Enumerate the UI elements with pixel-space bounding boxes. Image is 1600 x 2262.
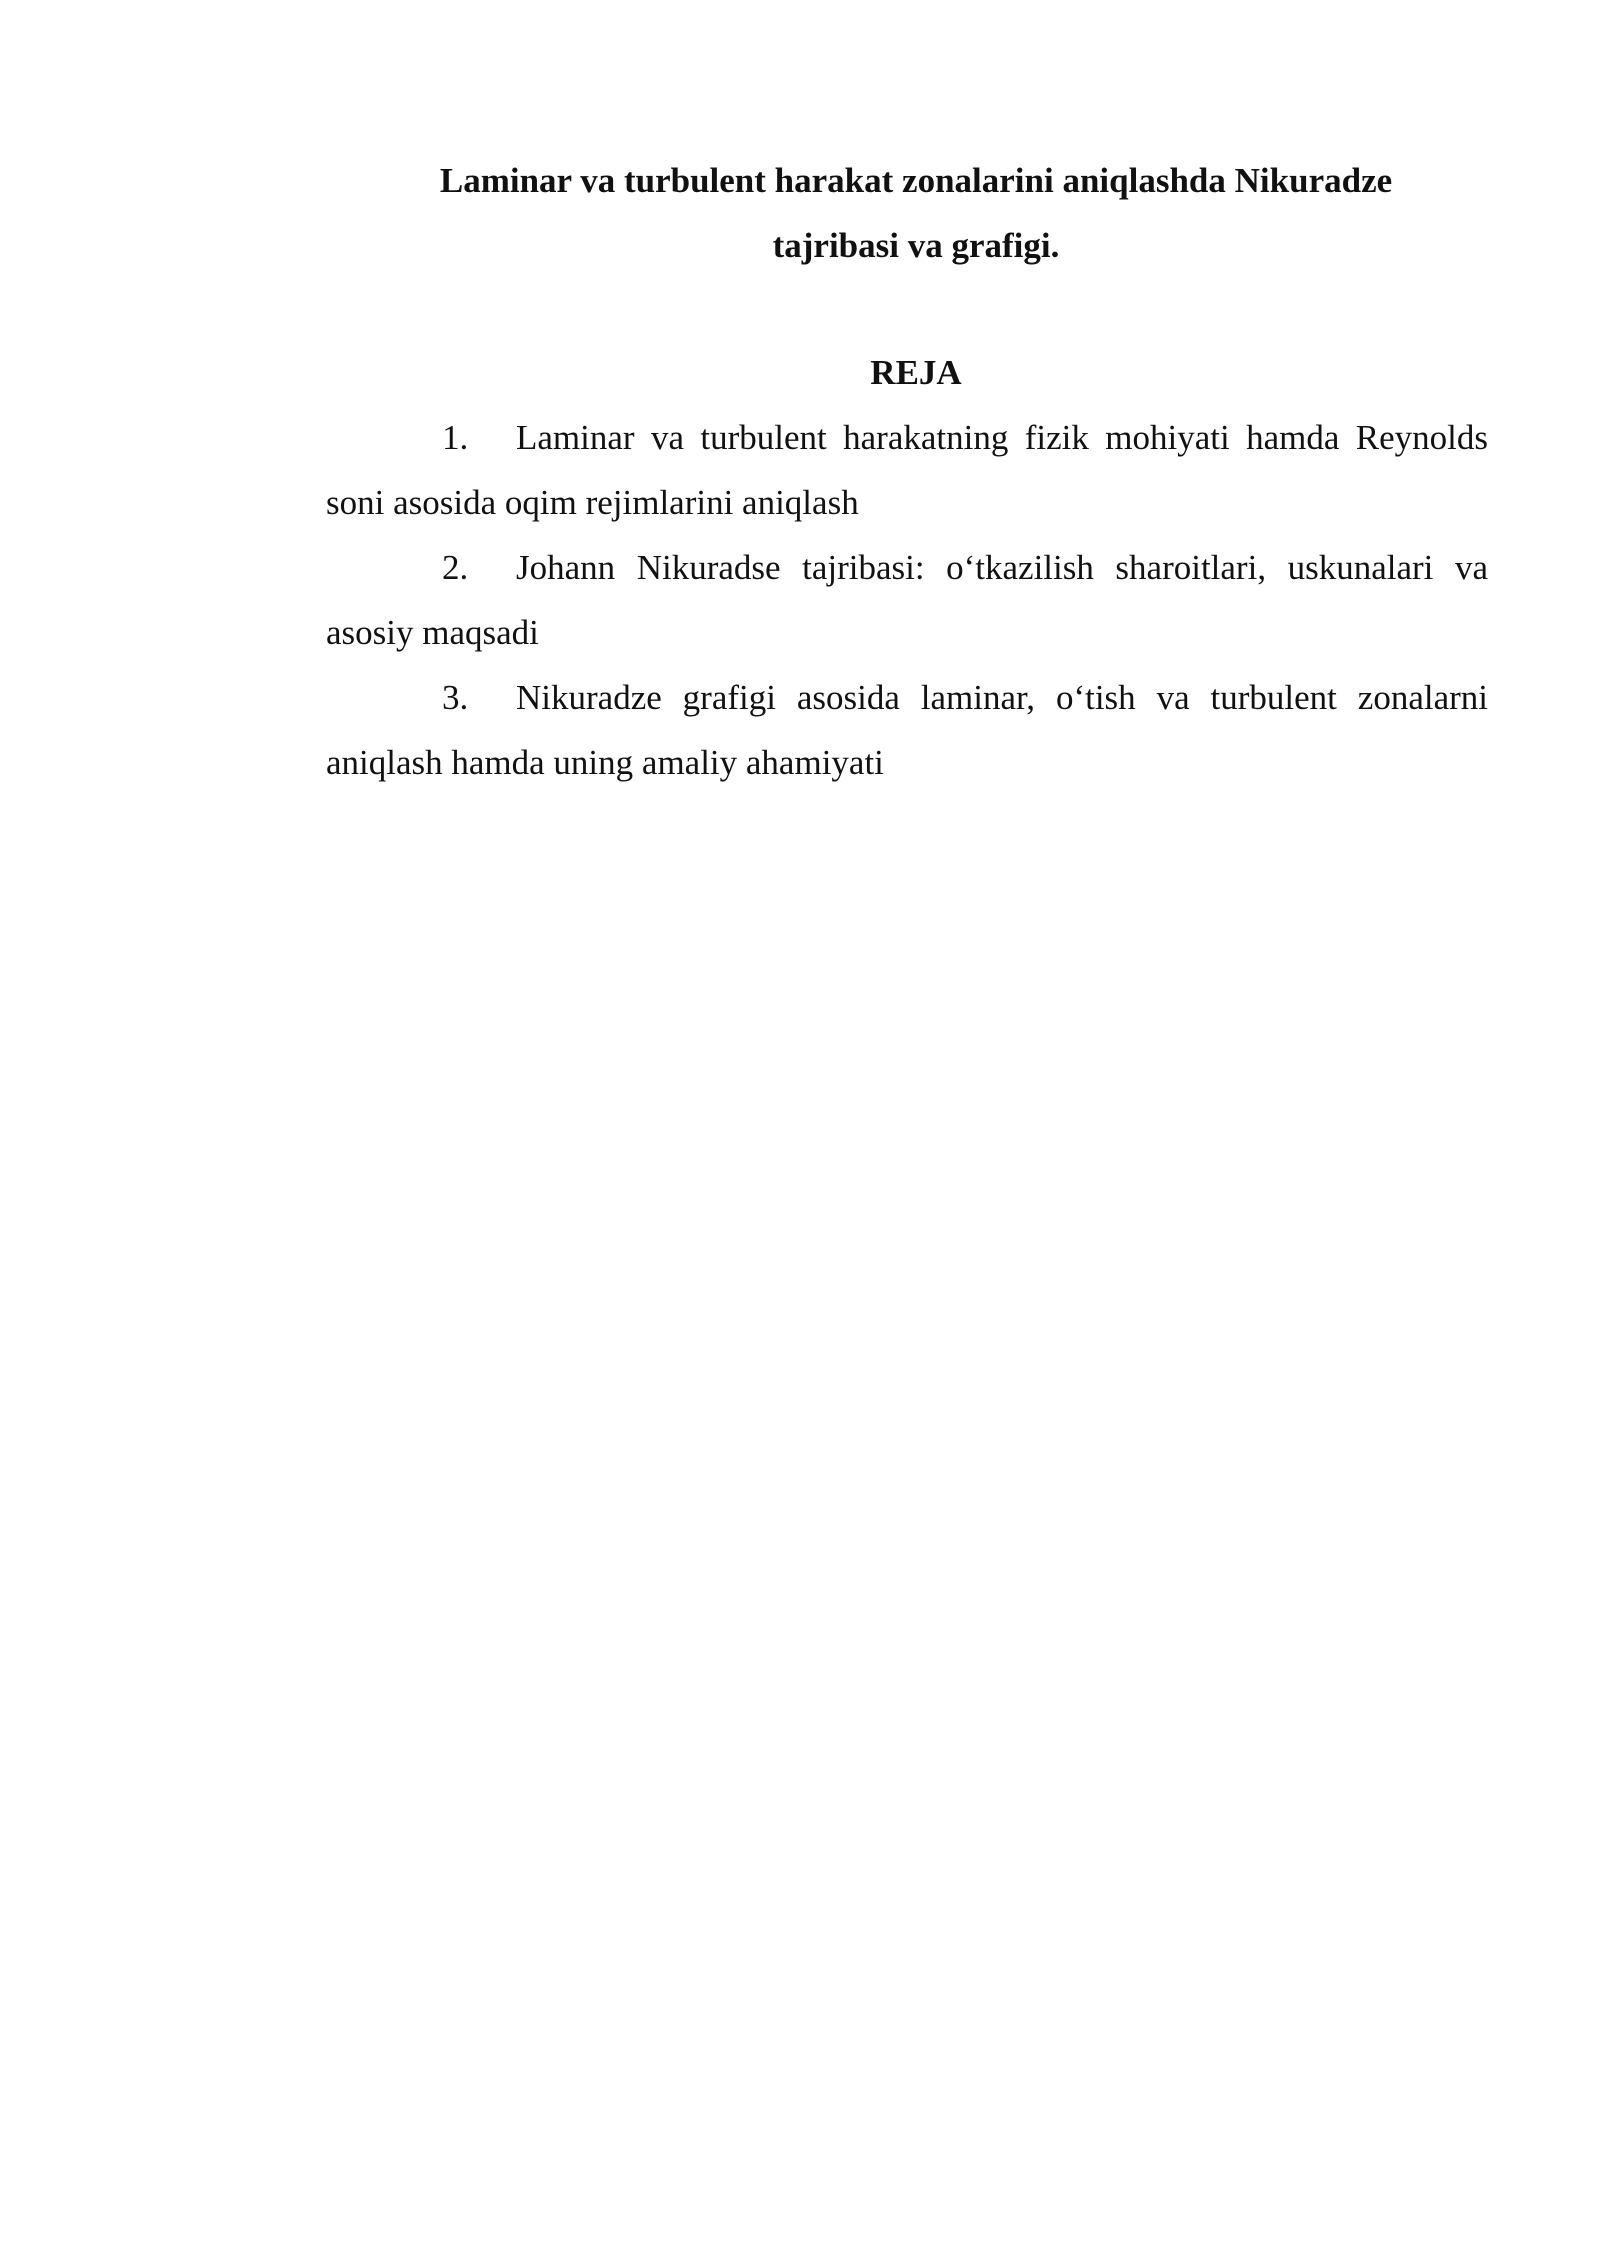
plan-item-text-continued: asosiy maqsadi: [326, 613, 539, 652]
plan-item: [326, 665, 1488, 795]
plan-item-text: Nikuradze grafigi asosida laminar, o‘tish va turbulent zonalarni: [516, 678, 1488, 717]
plan-item-text-continued: aniqlash hamda uning amaliy ahamiyati: [326, 743, 884, 782]
plan-item: [326, 405, 1488, 535]
plan-item: [326, 535, 1488, 665]
plan-item-number: 1.: [442, 418, 469, 457]
document-title: [326, 148, 1506, 278]
section-heading-reja: REJA: [870, 353, 962, 392]
plan-item-number: 2.: [442, 548, 469, 587]
plan-item-number: 3.: [442, 678, 469, 717]
plan-item-text-continued: soni asosida oqim rejimlarini aniqlash: [326, 483, 859, 522]
title-line-1: Laminar va turbulent harakat zonalarini aniqlashda Nikuradze: [439, 161, 1393, 200]
title-line-2: tajribasi va grafigi.: [772, 226, 1060, 265]
plan-item-text: Laminar va turbulent harakatning fizik mohiyati hamda Reynolds: [516, 418, 1488, 457]
plan-item-text: Johann Nikuradse tajribasi: o‘tkazilish sharoitlari, uskunalari va: [516, 548, 1488, 587]
plan-list: [326, 405, 1488, 795]
